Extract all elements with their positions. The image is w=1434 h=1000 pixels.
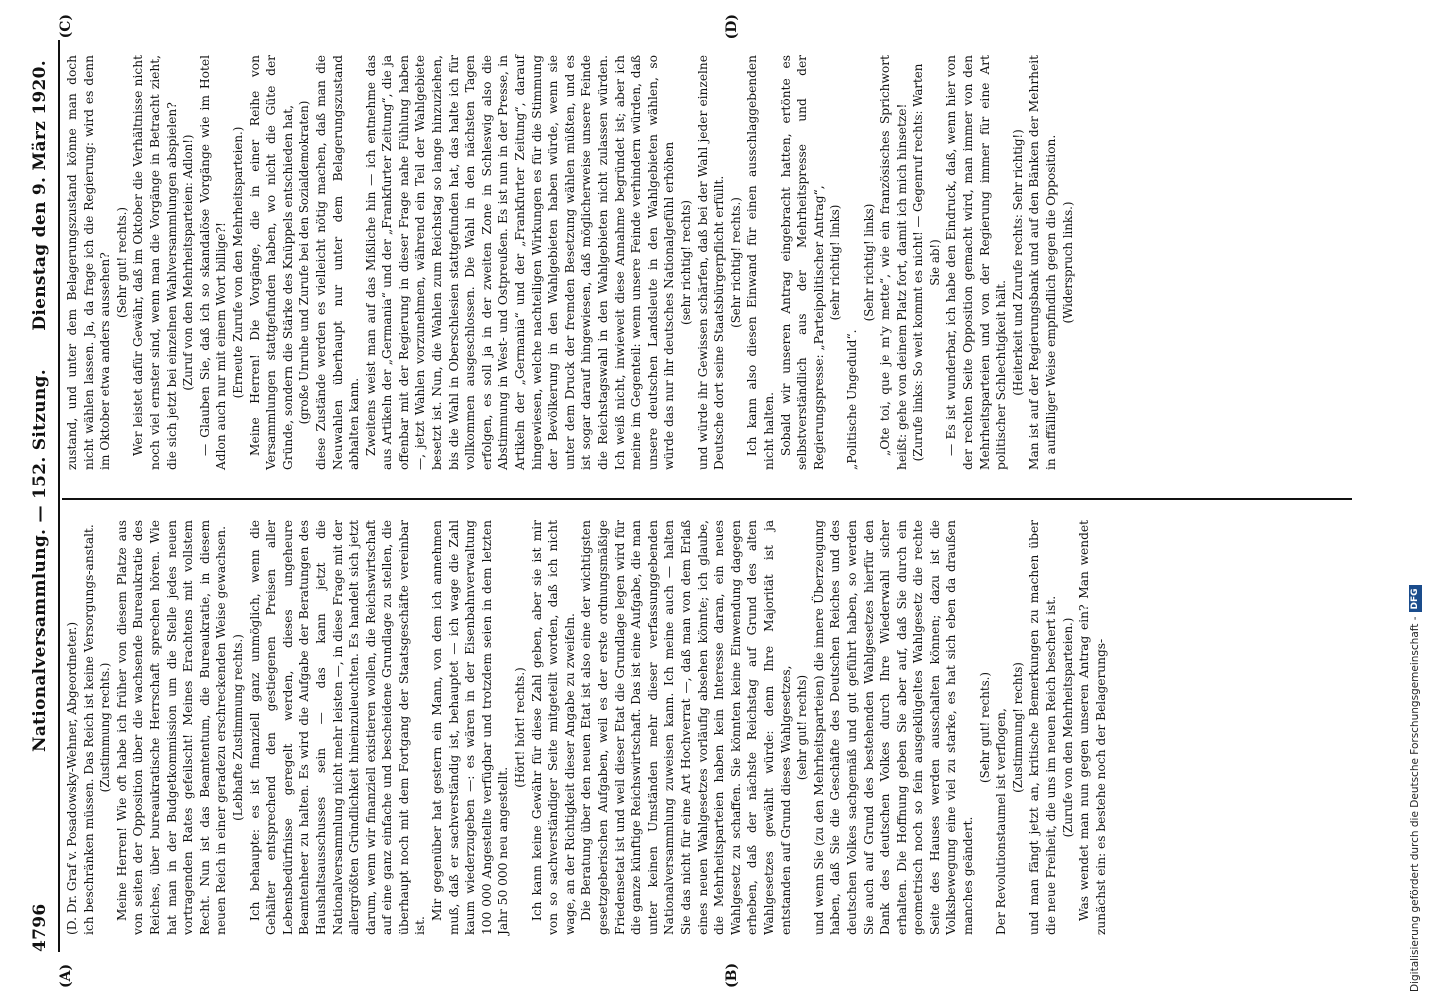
page-number: 4796 xyxy=(30,903,50,952)
interjection: (Zustimmung! rechts) xyxy=(1010,662,1025,793)
interjection: (sehr gut! rechts) xyxy=(795,674,810,781)
interjection: (Widerspruch links.) xyxy=(1060,201,1075,324)
credit-text: Digitalisierung gefördert durch die Deutsche Forschungsgemeinschaft - xyxy=(1409,616,1421,992)
paragraph: und man fängt jetzt an, kritische Bemerkungen zu machen über die neue Freiheit, die uns im neuen Reich beschert ist. xyxy=(1027,520,1059,935)
margin-marker-c: (C) xyxy=(58,14,74,39)
paragraph: Ich kann also diesen Einwand für einen ausschlaggebenden nicht halten. xyxy=(745,55,776,470)
paragraph: diese Zustände werden es vielleicht nötig machen, daß man die Neuwahlen überhaupt nur unter dem Belagerungszustand abhalten kann. xyxy=(313,55,362,470)
paragraph: Was wendet man nun gegen unseren Antrag ein? Man wendet zunächst ein: es bestehe noch der Belagerungs- xyxy=(1077,520,1108,935)
interjection: (Lebhafte Zustimmung rechts.) xyxy=(230,634,245,821)
paragraph: Die Beratung über den neuen Etat ist also eine der wichtigsten gesetzgeberischen Aufgaben, weil es der erste ordnungsmäßige Friedensetat ist und weil dieser Etat die Grundlage legen wird für die ganze künftige Reichswirtschaft. Das ist eine Aufgabe, die man unter keinen Umständen mehr dieser verfassunggebenden Nationalversammlung zuweisen kann. Ich meine auch — halten Sie das nicht für eine Art Hochverrat —, daß man von dem Erlaß eines neuen Wahlgesetzes vorläufig absehen könnte; ich glaube, die Mehrheitsparteien haben kein Interesse daran, ein neues Wahlgesetz zu schaffen. Sie könnten keine Einwendung dagegen erheben, daß der nächste Reichstag auf Grund des alten Wahlgesetzes gewählt würde: denn Ihre Majorität ist ja entstanden auf Grund dieses Wahlgesetzes, xyxy=(579,520,793,935)
dfg-logo: DFG xyxy=(1409,585,1422,612)
paragraph: — Glauben Sie, daß ich so skandalöse Vorgänge wie im Hotel Adlon auch nur mit einem Wort billige?! xyxy=(197,55,229,470)
paragraph: Ich kann keine Gewähr für diese Zahl geben, aber sie ist mir von so sachverständiger Seite mitgeteilt worden, daß ich nicht wage, an der Richtigkeit dieser Angabe zu zweifeln. xyxy=(529,520,577,935)
paragraph: und würde ihr Gewissen schärfen, daß bei der Wahl jeder einzelne Deutsche dort seine Staatsbürgerpflicht erfüllt. xyxy=(695,55,727,470)
margin-marker-b: (B) xyxy=(724,962,740,988)
paragraph: — Es ist wunderbar, ich habe den Eindruck, daß, wenn hier von der rechten Seite Opposition gemacht wird, man immer von den Mehrheitsparteien und von der Regierung immer für eine Art politischer Schlechtigkeit hält. xyxy=(944,55,1009,470)
paragraph: Ich behaupte: es ist finanziell ganz unmöglich, wenn die Gehälter entsprechend den gestiegenen Preisen aller Lebensbedürfnisse geregelt werden, dieses ungeheure Beamtenheer zu halten. Es wird die Aufgabe der Beratungen des Haushaltsausschusses sein — das kann jetzt die Nationalversammlung nicht mehr leisten —, in diese Frage mit der allergrößten Gründlichkeit hineinzuleuchten. Es handelt sich jetzt darum, wenn wir finanziell existieren wollen, die Reichswirtschaft auf eine ganz einfache und bescheidene Grundlage zu stellen, die überhaupt noch mit dem Fortgang der Staatsgeschäfte vereinbar ist. xyxy=(247,520,428,935)
interjection: (große Unruhe und Zurufe bei den Sozialdemokraten) xyxy=(297,100,312,425)
interjection: (sehr richtig! rechts) xyxy=(678,199,693,326)
interjection: (Zurufe links: So weit kommt es nicht! — Gegenruf rechts: Warten Sie ab!) xyxy=(911,63,942,462)
interjection: (Sehr gut! rechts.) xyxy=(977,672,992,784)
running-head xyxy=(30,40,56,952)
paragraph: „Politische Ungeduld“. xyxy=(844,329,859,470)
paragraph: ich beschränken müssen. Das Reich ist keine Versorgungs-anstalt. xyxy=(81,524,96,935)
paragraph: und wenn Sie (zu den Mehrheitsparteien) die innere Überzeugung haben, daß Sie die Geschäfte des Deutschen Reiches und des deutschen Volkes sachgemäß und gut geführt haben, so werden Sie auch auf Grund des bestehenden Wahlgesetzes hierfür den Dank des deutschen Volkes durch Ihre Wiederwahl sicher erhalten. Die Hoffnung geben Sie aber auf, daß Sie durch ein geometrisch noch so fein ausgeklügeltes Wahlgesetz die rechte Seite des Hauses werden ausschalten können; dazu ist die Volksbewegung eine viel zu starke, es hat sich eben da draußen manches geändert. xyxy=(811,520,976,935)
page-title: Nationalversammlung. — 152. Sitzung. xyxy=(30,369,50,752)
interjection: (Zurufe von den Mehrheitsparteien.) xyxy=(1060,617,1075,838)
interjection: (Hört! hört! rechts.) xyxy=(513,667,528,788)
margin-marker-a: (A) xyxy=(58,963,74,988)
paragraph: „Ote toi, que je m'y mette“, wie ein französisches Sprichwort heißt: gehe von deinem Platz fort, damit ich mich hinsetze! xyxy=(878,55,909,470)
session-date: Dienstag den 9. März 1920. xyxy=(30,60,50,331)
interjection: (Sehr richtig! rechts.) xyxy=(728,197,743,328)
paragraph: Wer leistet dafür Gewähr, daß im Oktober die Verhältnisse nicht noch viel ernster sind, wenn man die Vorgänge in Betracht zieht, die sich jetzt bei einzelnen Wahlversammlungen abspielen? xyxy=(131,55,179,470)
digitization-credit xyxy=(1404,8,1426,992)
paragraph: Zweitens weist man auf das Mißliche hin — ich entnehme das aus Artikeln der „Germania“ und der „Frankfurter Zeitung“, die ja offenbar mit der Regierung in dieser Frage nahe Fühlung haben —, jetzt Wahlen vorzunehmen, während ein Teil der Wahlgebiete besetzt ist. Nun, die Wahlen zum Reichstag so lange hinzuziehen, bis die Wahl in Oberschlesien stattgefunden hat, das halte ich für vollkommen ausgeschlossen. Die Wahl in den nächsten Tagen erfolgen, es soll ja in der zweiten Zone in Schleswig also die Abstimmung in West- und Ostpreußen. Es ist nun in der Presse, in Artikeln der „Germania“ und der „Frankfurter Zeitung“, darauf hingewiesen, welche nachteiligen Wirkungen es für die Stimmung der Bevölkerung in den Wahlgebieten haben würde, wenn sie unter dem Druck der fremden Besetzung wählen müßten, und es ist sogar darauf hingewiesen, daß möglicherweise unsere Feinde die Reichstagswahl in den Wahlgebieten nicht zulassen würden. Ich weiß nicht, inwieweit diese Annahme begründet ist; aber ich meine im Gegenteil: wenn unsere Feinde verhindern würden, daß unsere deutschen Landsleute in den Wahlgebieten wählen, so würde das nur ihr deutsches Nationalgefühl erhöhen xyxy=(363,55,677,470)
paragraph: Der Revolutionstaumel ist verflogen, xyxy=(994,708,1009,935)
interjection: (Erneute Zurufe von den Mehrheitsparteien.) xyxy=(230,126,245,399)
interjection: (Sehr richtig! links) xyxy=(861,203,876,322)
column-divider xyxy=(62,498,1352,500)
paragraph: Sobald wir unseren Antrag eingebracht hatten, ertönte es selbstverständlich aus der Mehrheitspresse und der Regierungspresse: „Parteipolitischer Antrag“, xyxy=(778,55,826,470)
paragraph: zustand, und unter dem Belagerungszustand könne man doch nicht wählen lassen. Ja, da frage ich die Regierung: wird es denn im Oktober etwa anders aussehen? xyxy=(65,55,113,470)
paragraph: Meine Herren! Die Vorgänge, die in einer Reihe von Versammlungen stattgefunden haben, wo nicht die Güte der Gründe, sondern die Stärke des Knüppels entschieden hat, xyxy=(247,55,295,470)
interjection: (Zuruf von den Mehrheitsparteien: Adlon!) xyxy=(181,134,196,391)
header-rule xyxy=(58,40,60,952)
interjection: (sehr richtig! links) xyxy=(828,204,843,321)
paragraph: Meine Herren! Wie oft habe ich früher von diesem Platze aus von seiten der Opposition über die wachsende Bureaukratie des Reiches, über bureaukratische Herrschaft sprechen hören. Wie hat man in der Budgetkommission um die Stelle jedes neuen vortragenden Rates gefeilscht! Meines Erachtens mit vollstem Recht. Nun ist das Beamtentum, die Bureaukratie, in diesem neuen Reich in einer geradezu erschreckenden Weise gewachsen. xyxy=(114,520,229,935)
paragraph: Man ist auf der Regierungsbank und auf den Bänken der Mehrheit in auffälliger Weise empfindlich gegen die Opposition. xyxy=(1027,55,1059,470)
interjection: (Zustimmung rechts.) xyxy=(98,662,113,793)
margin-marker-d: (D) xyxy=(724,14,740,40)
left-text-column xyxy=(64,520,1109,935)
paragraph: Mir gegenüber hat gestern ein Mann, von dem ich annehmen muß, daß er sachverständig ist, behauptet — ich wage die Zahl kaum wiederzugeben —: es wären in der Eisenbahnverwaltung 100 000 Angestellte verfügbar und trotzdem seien in dem letzten Jahr 50 000 neu angestellt. xyxy=(430,520,511,935)
interjection: (Sehr gut! rechts.) xyxy=(114,207,129,319)
interjection: (Heiterkeit und Zurufe rechts: Sehr richtig!) xyxy=(1010,129,1025,396)
right-text-column xyxy=(64,55,1076,470)
paragraph: (D. Dr. Graf v. Posadowsky-Wehner, Abgeordneter.) xyxy=(65,621,79,935)
